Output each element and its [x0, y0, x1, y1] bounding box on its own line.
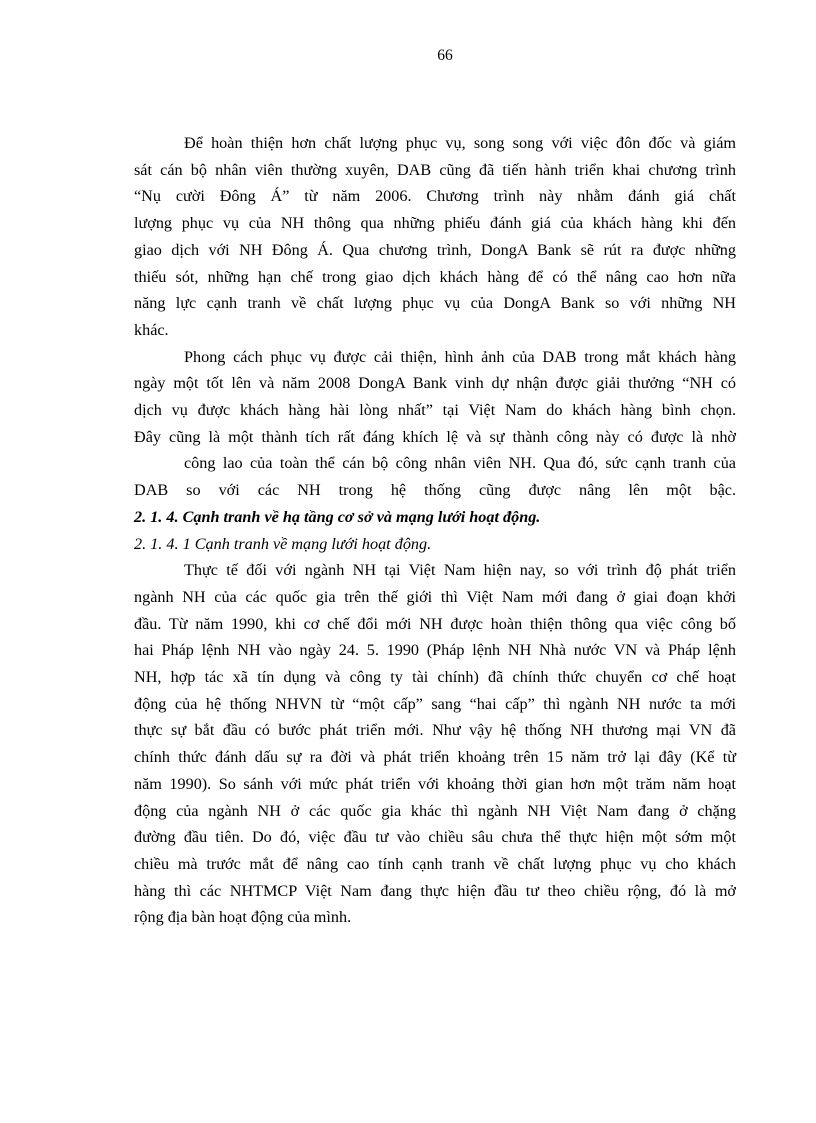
- text-line: công lao của toàn thể cán bộ công nhân viên NH. Qua đó, sức cạnh tranh của: [184, 454, 736, 473]
- text-line: Để hoàn thiện hơn chất lượng phục vụ, song song với việc đôn đốc và giám: [184, 134, 736, 152]
- text-line: rộng địa bàn hoạt động của mình.: [134, 908, 352, 927]
- text-line: “Nụ cười Đông Á” từ năm 2006. Chương trình này nhằm đánh giá chất: [134, 187, 736, 206]
- text-line: đường đầu tiên. Do đó, việc đầu tư vào chiều sâu chưa thể thực hiện một sớm một: [134, 828, 736, 847]
- text-line: Phong cách phục vụ được cải thiện, hình ảnh của DAB trong mắt khách hàng: [184, 347, 736, 366]
- text-line: Đây cũng là một thành tích rất đáng khích lệ và sự thành công này có được là nhờ: [134, 427, 736, 446]
- text-line: DAB so với các NH trong hệ thống cũng được nâng lên một bậc.: [134, 481, 736, 500]
- paragraph-service-style: [134, 344, 736, 504]
- text-line: đầu. Từ năm 1990, khi cơ chế đổi mới NH được hoàn thiện thông qua việc công bố: [134, 614, 736, 633]
- text-line: động của hệ thống NHVN từ “một cấp” sang “hai cấp” thì ngành NH nước ta mới: [134, 694, 736, 713]
- document-body: [134, 130, 736, 931]
- text-line: dịch vụ được khách hàng hài lòng nhất” tại Việt Nam do khách hàng bình chọn.: [134, 401, 736, 420]
- text-line: Thực tế đối với ngành NH tại Việt Nam hiện nay, so với trình độ phát triển: [184, 561, 736, 580]
- subsection-heading: 2. 1. 4. 1 Cạnh tranh về mạng lưới hoạt động.: [134, 534, 432, 553]
- text-line: giao dịch với NH Đông Á. Qua chương trình, DongA Bank sẽ rút ra được những: [134, 240, 736, 259]
- text-line: khác.: [134, 320, 169, 339]
- text-line: thực sự bắt đầu có bước phát triển mới. Như vậy hệ thống NH thương mại VN đã: [134, 721, 736, 740]
- text-line: động của ngành NH ở các quốc gia khác thì ngành NH Việt Nam đang ở chặng: [134, 801, 736, 820]
- paragraph-service-quality: [134, 130, 736, 344]
- text-line: thiếu sót, những hạn chế trong giao dịch khách hàng để có thể nâng cao hơn nữa: [134, 267, 736, 286]
- section-heading: 2. 1. 4. Cạnh tranh về hạ tầng cơ sở và mạng lưới hoạt động.: [134, 507, 541, 526]
- text-line: hai Pháp lệnh NH vào ngày 24. 5. 1990 (Pháp lệnh NH Nhà nước VN và Pháp lệnh: [134, 641, 736, 660]
- text-line: chiều mà trước mắt để nâng cao tính cạnh tranh về chất lượng phục vụ cho khách: [134, 854, 736, 873]
- paragraph-network-competition: [134, 557, 736, 931]
- text-line: sát cán bộ nhân viên thường xuyên, DAB cũng đã tiến hành triển khai chương trình: [134, 160, 736, 179]
- text-line: ngành NH của các quốc gia trên thế giới thì Việt Nam mới đang ở giai đoạn khởi: [134, 587, 736, 606]
- text-line: NH, hợp tác xã tín dụng và công ty tài chính) đã chính thức chuyển cơ chế hoạt: [134, 668, 736, 687]
- text-line: lượng phục vụ của NH thông qua những phiếu đánh giá của khách hàng khi đến: [134, 214, 736, 233]
- text-line: năm 1990). So sánh với mức phát triển với khoảng thời gian hơn một trăm năm hoạt: [134, 774, 736, 793]
- page-number: 66: [437, 47, 453, 64]
- text-line: ngày một tốt lên và năm 2008 DongA Bank vinh dự nhận được giải thưởng “NH có: [134, 374, 736, 393]
- text-line: năng lực cạnh tranh về chất lượng phục vụ của DongA Bank so với những NH: [134, 294, 736, 313]
- text-line: hàng thì các NHTMCP Việt Nam đang thực hiện đầu tư theo chiều rộng, đó là mở: [134, 881, 736, 900]
- text-line: chính thức đánh dấu sự ra đời và phát triển khoảng trên 15 năm trở lại đây (Kể từ: [134, 748, 736, 767]
